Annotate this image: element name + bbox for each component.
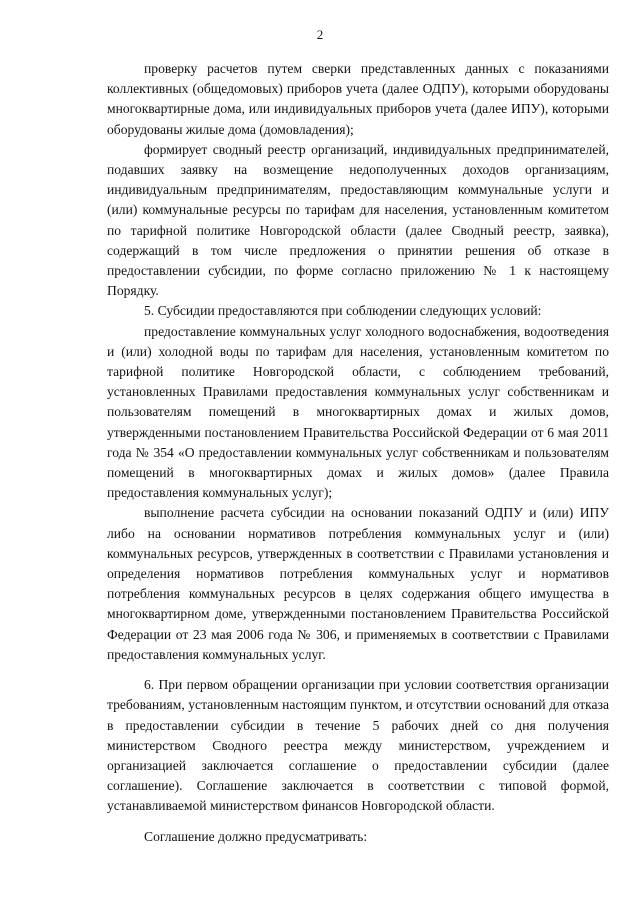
paragraph-summary-registry: формирует сводный реестр организаций, индивидуальных предпринимателей, подавших заявку на возмещение недополученных доходов организациям, индивидуальным предпринимателям, предоставляющим коммунальные услуги и (или) коммунальные ресурсы по тарифам для населения, установленным комитетом по тарифной политике Новгородской области (далее Сводный реестр, заявка), содержащий в том числе предложения о принятии решения об отказе в предоставлении субсидии, по форме согласно приложению № 1 к настоящему Порядку. — [107, 141, 609, 299]
paragraph-reconciliation-check: проверку расчетов путем сверки представленных данных с показаниями коллективных (общедомовых) приборов учета (далее ОДПУ), которыми оборудованы многоквартирные дома, или индивидуальных приборов учета (далее ИПУ), которыми оборудованы жилые дома (домовладения); — [107, 61, 609, 137]
paragraph-item-6-agreement: 6. При первом обращении организации при условии соответствия организации требованиям, установленным настоящим пунктом, и отсутствии оснований для отказа в предоставлении субсидии в течение 5 рабочих дней со дня получения министерством Сводного реестра между министерством, учреждением и организацией заключается соглашение о предоставлении субсидии (далее соглашение). Соглашение заключается в соответствии с типовой формой, устанавливаемой министерством финансов Новгородской области. — [107, 677, 609, 814]
paragraph-utility-services-condition: предоставление коммунальных услуг холодного водоснабжения, водоотведения и (или) холодной воды по тарифам для населения, установленным комитетом по тарифной политике Новгородской области, с соблюдением требований, установленных Правилами предоставления коммунальных услуг собственникам и пользователям помещений в многоквартирных домах и жилых домов, утвержденными постановлением Правительства Российской Федерации от 6 мая 2011 года № 354 «О предоставлении коммунальных услуг собственникам и пользователям помещений в многоквартирных домах и жилых домов» (далее Правила предоставления коммунальных услуг); — [107, 323, 609, 501]
document-body — [107, 59, 609, 847]
page-number: 2 — [316, 27, 324, 42]
paragraph-item-5-heading: 5. Субсидии предоставляются при соблюдении следующих условий: — [144, 303, 542, 319]
paragraph-subsidy-calculation-condition: выполнение расчета субсидии на основании показаний ОДПУ и (или) ИПУ либо на основании нормативов потребления коммунальных услуг и (или) коммунальных ресурсов, утвержденных в соответствии с Правилами установления и определения нормативов потребления коммунальных услуг и нормативов потребления коммунальных ресурсов в целях содержания общего имущества в многоквартирном доме, утвержденными постановлением Правительства Российской Федерации от 23 мая 2006 года № 306, и применяемых в соответствии с Правилами предоставления коммунальных услуг. — [107, 505, 609, 662]
paragraph-agreement-provisions: Соглашение должно предусматривать: — [144, 828, 368, 844]
